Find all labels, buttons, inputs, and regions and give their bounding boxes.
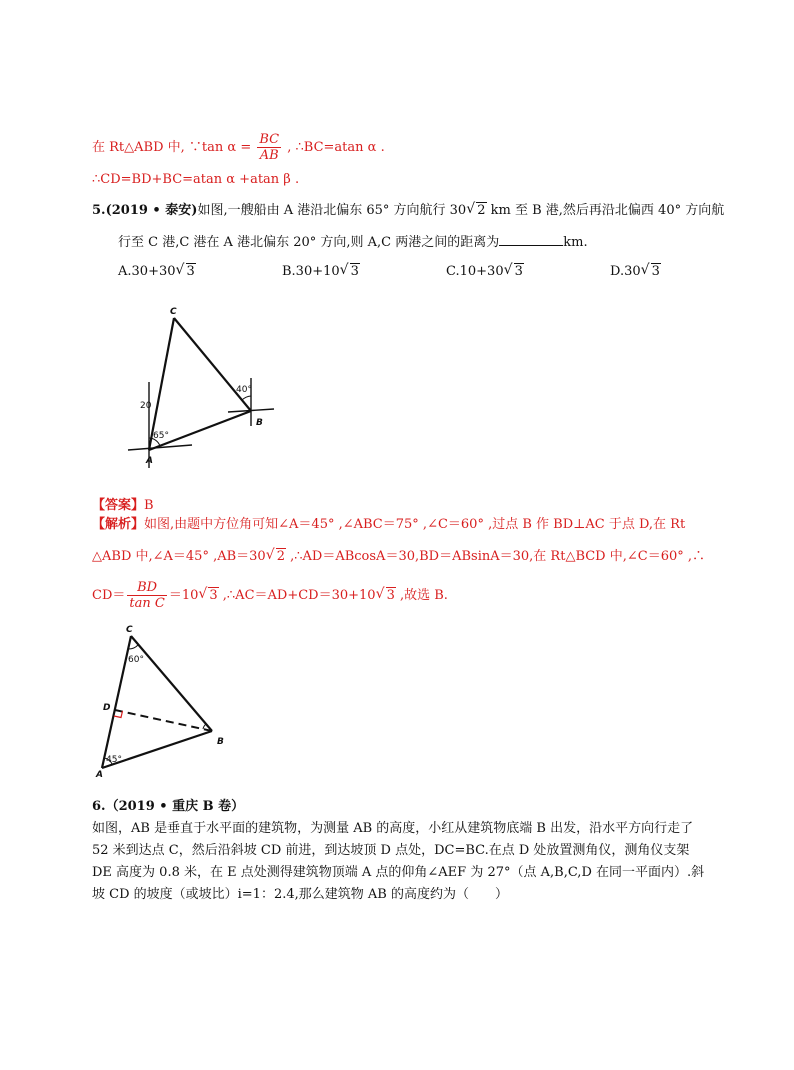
q5-text-d: km.: [563, 235, 588, 250]
answer-value: B: [144, 498, 154, 513]
fig2-side-ac: [102, 636, 131, 768]
fig1-angle-65: 65°: [153, 431, 169, 441]
q6-para-line4: 坡 CD 的坡度（或坡比）i=1：2.4,那么建筑物 AB 的高度约为（ ）: [92, 887, 508, 902]
q5-analysis-2: △ABD 中,∠A＝45° ,AB＝30√ 2 ,∴AD＝ABcosA＝30,BD＝ABsinA＝30,在 Rt△BCD 中,∠C＝60° ,∴: [92, 548, 705, 566]
q6-para-line2: 52 米到达点 C，然后沿斜坡 CD 前进，到达坡顶 D 点处，DC=BC.在点 D 处放置测角仪，测角仪支架: [92, 843, 690, 858]
fig1-angle-20: 20: [140, 401, 152, 411]
q5-figure-2: [90, 618, 240, 778]
fig2-label-d: D: [103, 703, 111, 713]
q5-source: (2019 • 泰安): [105, 203, 198, 218]
q6-para-line1: 如图，AB 是垂直于水平面的建筑物，为测量 AB 的高度，小红从建筑物底端 B 出发，沿水平方向行走了: [92, 821, 694, 836]
q6-number: 6.: [92, 799, 106, 814]
q5-figure-1: [120, 300, 280, 470]
fig1-label-a: A: [146, 456, 153, 466]
q6-header: [92, 798, 244, 816]
prev-solution-line1: [92, 132, 385, 163]
answer-label: 【答案】: [92, 498, 145, 513]
q5-line1: [92, 202, 724, 220]
q5-line2: [118, 232, 588, 252]
fig2-angle-45: 45°: [106, 755, 122, 765]
q5-option-c: C.10+30√ 3: [446, 263, 524, 281]
answer-blank: [499, 232, 563, 246]
fig2-label-a: A: [96, 770, 103, 778]
prev-solution-line2: ∴CD=BD+BC=atan α +atan β .: [92, 172, 300, 187]
q5-option-a: A.30+30√ 3: [118, 263, 196, 281]
prev-solution-because: ∵tan α =: [188, 140, 252, 155]
fig2-label-b: B: [217, 737, 224, 747]
analysis-label: 【解析】: [92, 517, 145, 532]
tan-fraction: [257, 132, 281, 163]
tan-fraction-numerator: BC: [259, 132, 280, 147]
q5-number: 5.: [92, 203, 106, 218]
fig1-label-b: B: [256, 418, 263, 428]
q6-paragraph: [92, 818, 710, 906]
q5-analysis-3: CD＝ $\frac{BD}{\text{tan C}}$ ＝10√ 3 ,∴AC＝AD+CD＝30+10√ 3 ,故选 B.: [92, 580, 448, 611]
q6-para-line3: DE 高度为 0.8 米，在 E 点处测得建筑物顶端 A 点的仰角∠AEF 为 27°（点 A,B,C,D 在同一平面内）.斜: [92, 865, 705, 880]
prev-solution-comma: ,: [287, 140, 292, 155]
fig1-angle-40: 40°: [236, 385, 252, 395]
q5-text-a: 如图,一艘船由 A 港沿北偏东 65° 方向航行 30: [197, 203, 467, 218]
tan-fraction-denominator: AB: [259, 148, 279, 163]
prev-solution-prefix: 在 Rt△ABD 中,: [92, 140, 185, 155]
fig1-arc-40: [242, 396, 251, 400]
q5-text-b: km 至 B 港,然后再沿北偏西 40° 方向航: [486, 203, 725, 218]
fig2-arc-b: [203, 724, 206, 729]
q5-sqrt-2: √ 2: [467, 202, 486, 220]
prev-solution-therefore: ∴BC=atan α .: [295, 140, 385, 155]
q5-analysis-1: 【解析】如图,由题中方位角可知∠A＝45° ,∠ABC＝75° ,∠C＝60° ,过点 B 作 BD⊥AC 于点 D,在 Rt: [92, 517, 686, 532]
cd-fraction: $\frac{BD}{\text{tan C}}$: [129, 580, 165, 611]
fig1-label-c: C: [170, 307, 177, 317]
fig2-label-c: C: [126, 625, 133, 635]
q5-answer: [92, 497, 154, 515]
q5-option-b: B.30+10√ 3: [282, 263, 360, 281]
fig2-angle-60: 60°: [128, 655, 144, 665]
q6-source: （2019 • 重庆 B 卷）: [105, 799, 245, 814]
q5-option-d: D.30√ 3: [610, 263, 661, 281]
q5-text-c: 行至 C 港,C 港在 A 港北偏东 20° 方向,则 A,C 两港之间的距离为: [118, 235, 500, 250]
fig1-side-cb: [174, 318, 251, 411]
